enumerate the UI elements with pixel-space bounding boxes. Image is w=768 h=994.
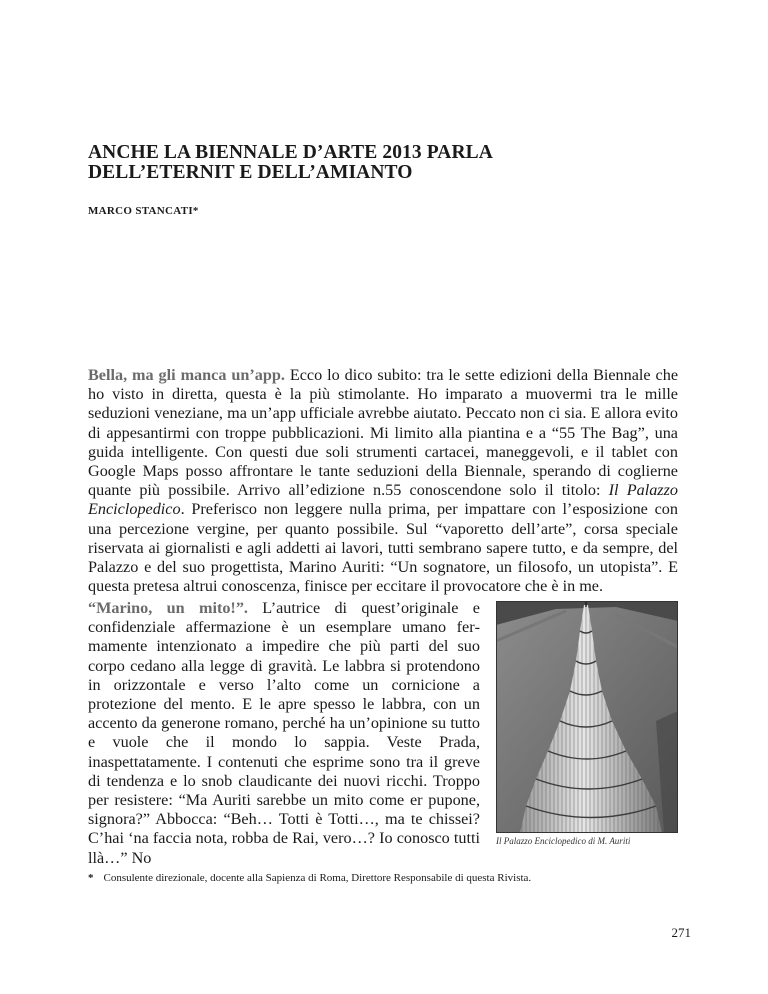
paragraph-1-lead: Bella, ma gli manca un’app. — [88, 366, 285, 384]
title-line-1: ANCHE LA BIENNALE D’ARTE 2013 PARLA — [88, 142, 493, 163]
footnote-mark: * — [88, 872, 94, 884]
footnote-text: Consulente direzionale, docente alla Sapienza di Roma, Direttore Responsabile di questa Rivista. — [103, 872, 532, 884]
paragraph-2-text: L’autrice di quest’originale e confidenziale affermazione è un esemplare umano fermamente intenzionato a impedire che più parti del suo corpo cedano alla legge di gravità. Le labbra si protendono in orizzontale e verso l’alto come un cornicione a protezione del mento. E le apre spesso le labbra, con un accento da generone romano, perché ha un’opinione su tutto e vuole che il mondo lo sappia. Veste Prada, inaspettatamente. I contenuti che esprime sono tra il greve di tendenza e lo snob claudicante dei nuovi ricchi. Troppo per resistere: “Ma Auriti sarebbe un mito come er pupone, signora?” Abbocca: “Beh… Totti è Totti…, ma te chissei? C’hai ‘na faccia nota, robba de Rai, vero…? Io conosco tutti llà…” No — [88, 599, 480, 867]
palazzo-photo — [496, 601, 678, 833]
paragraph-2 — [88, 599, 480, 868]
paragraph-1-text-a: Ecco lo dico subito: tra le sette edizioni della Biennale che ho visto in diretta, questa è la più stimolante. Ho imparato a muovermi tra le mille seduzioni veneziane, ma un’app ufficiale avrebbe aiutato. Peccato non ci sia. E allora evito di appesantirmi con troppe pubblicazioni. Mi limito alla piantina e a “55 The Bag”, una guida intelligente. Con questi due soli strumenti cartacei, maneggevoli, e il tablet con Google Maps posso affrontare le tante seduzioni della Biennale, sperando di coglierne quante più possibile. Arrivo all’edizione n.55 conoscendone solo il titolo: — [88, 366, 679, 500]
palazzo-image — [496, 601, 678, 833]
author-name: MARCO STANCATI* — [88, 205, 199, 217]
paragraph-1 — [88, 366, 678, 596]
article-title — [88, 143, 648, 183]
paragraph-2-lead: “Marino, un mito!”. — [88, 599, 248, 617]
figure-caption: Il Palazzo Enciclopedico di M. Auriti — [496, 836, 631, 846]
footnote — [88, 872, 688, 884]
page-number: 271 — [671, 925, 691, 940]
paragraph-1-italic-title: Il Palazzo Enciclopedico — [88, 481, 678, 519]
paragraph-1-text-b: . Preferisco non leggere nulla prima, per impattare con l’esposizione con una percezione vergine, per quanto possibile. Sul “vaporetto dell’arte”, corsa speciale riservata ai giornalisti e agli addetti ai lavori, tutti sembrano sapere tutto, e da sempre, del Palazzo e del suo progettista, Marino Auriti: “Un sognatore, un filosofo, un utopista”. E questa pretesa altrui conoscenza, finisce per eccitare il provocatore che è in me. — [88, 500, 678, 596]
title-line-2: DELL’ETERNIT E DELL’AMIANTO — [88, 162, 413, 183]
